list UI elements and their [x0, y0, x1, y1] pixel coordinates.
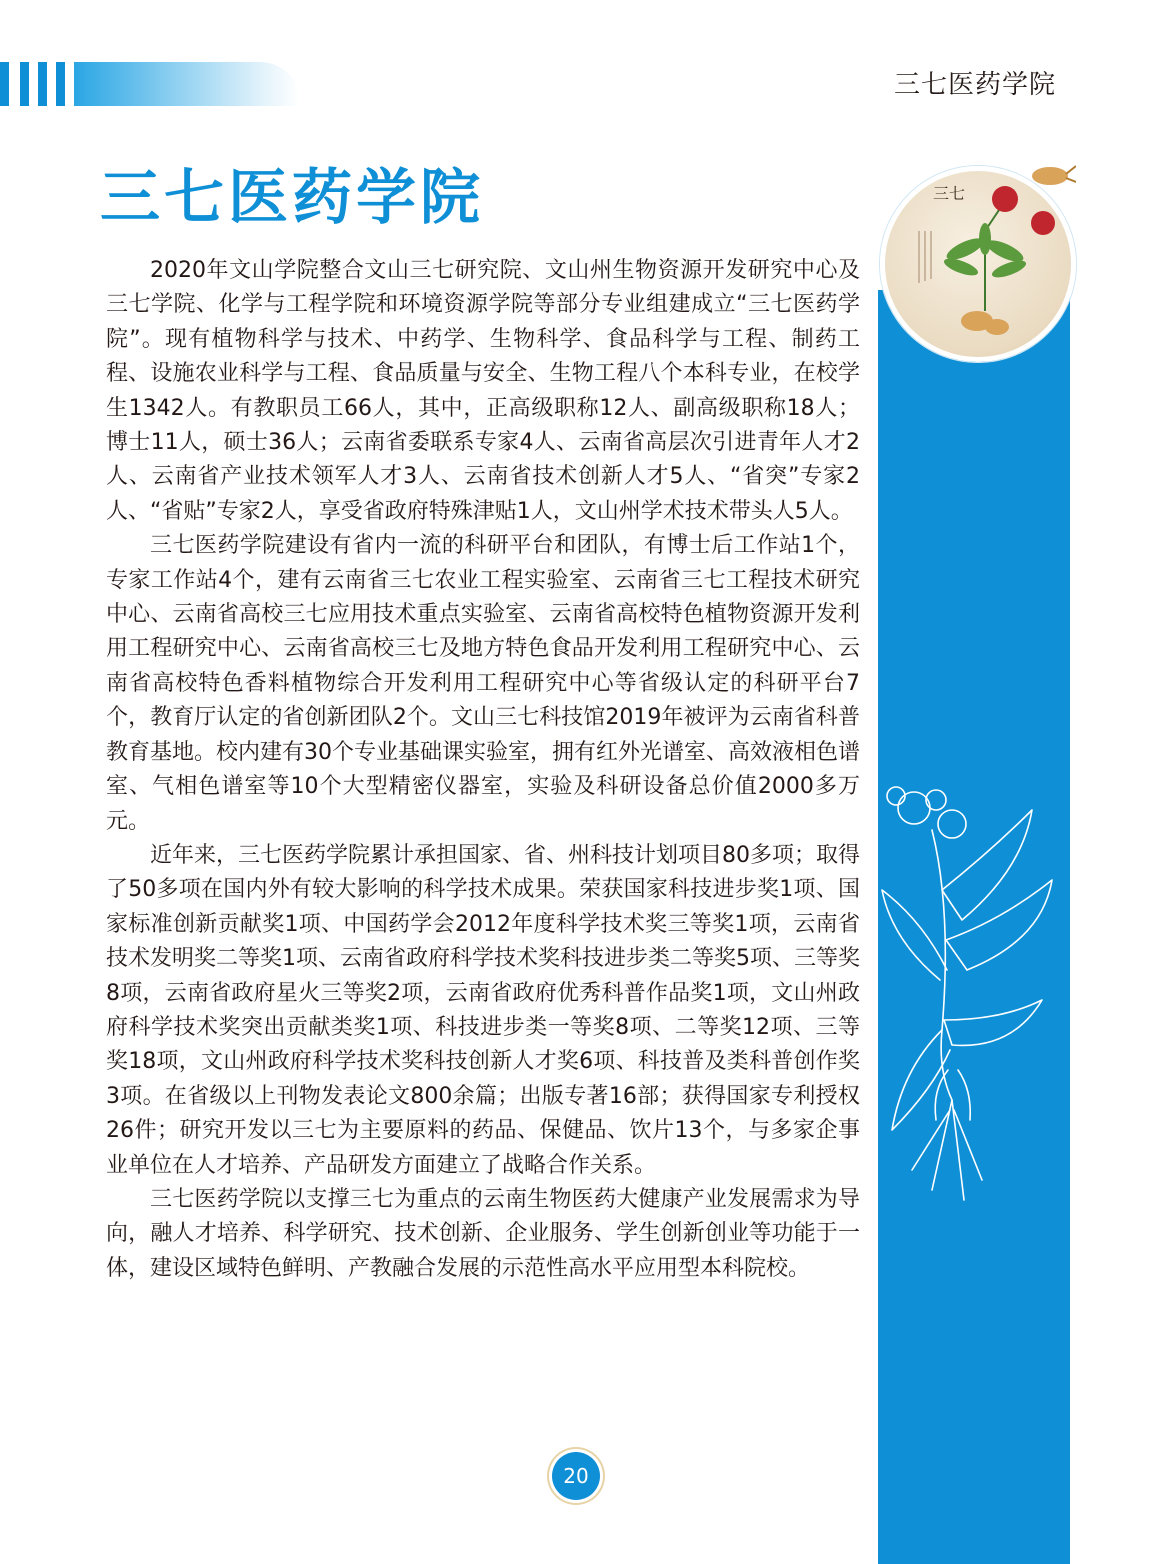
circle-label: 三七 [933, 184, 966, 203]
header-stripe [56, 62, 65, 106]
root-icon [1026, 160, 1076, 190]
header-stripe [20, 62, 29, 106]
line-art-plant-icon [872, 770, 1068, 1210]
body-paragraph: 2020年文山学院整合文山三七研究院、文山州生物资源开发研究中心及三七学院、化学与工程学院和环境资源学院等部分专业组建成立“三七医药学院”。现有植物科学与技术、中药学、生物科学、食品科学与工程、制药工程、设施农业科学与工程、食品质量与安全、生物工程八个本科专业，在校学生1342人。有教职员工66人，其中，正高级职称12人、副高级职称18人；博士11人，硕士36人；云南省委联系专家4人、云南省高层次引进青年人才2人、云南省产业技术领军人才3人、云南省技术创新人才5人、“省突”专家2人、“省贴”专家2人，享受省政府特殊津贴1人，文山州学术技术带头人5人。 [106, 258, 860, 524]
header-stripe [0, 62, 9, 106]
page-title: 三七医药学院 [100, 163, 484, 233]
running-header: 三七医药学院 [893, 70, 1056, 100]
header-stripe-band [0, 62, 300, 106]
body-paragraph: 近年来，三七医药学院累计承担国家、省、州科技计划项目80多项；取得了50多项在国内外有较大影响的科学技术成果。荣获国家科技进步奖1项、国家标准创新贡献奖1项、中国药学会2012年度科学技术奖三等奖1项，云南省技术发明奖二等奖1项、云南省政府科学技术奖科技进步类二等奖5项、三等奖8项，云南省政府星火三等奖2项，云南省政府优秀科普作品奖1项，文山州政府科学技术奖突出贡献类奖1项、科技进步类一等奖8项、二等奖12项、三等奖18项，文山州政府科学技术奖科技创新人才奖6项、科技普及类科普创作奖3项。在省级以上刊物发表论文800余篇；出版专著16部；获得国家专利授权26件；研究开发以三七为主要原料的药品、保健品、饮片13个，与多家企事业单位在人才培养、产品研发方面建立了战略合作关系。 [106, 842, 860, 1178]
header-stripe [38, 62, 47, 106]
body-paragraph: 三七医药学院建设有省内一流的科研平台和团队，有博士后工作站1个，专家工作站4个，建有云南省三七农业工程实验室、云南省三七工程技术研究中心、云南省高校三七应用技术重点实验室、云南省高校特色植物资源开发利用工程研究中心、云南省高校三七及地方特色食品开发利用工程研究中心、云南省高校特色香料植物综合开发利用工程研究中心等省级认定的科研平台7个，教育厅认定的省创新团队2个。文山三七科技馆2019年被评为云南省科普教育基地。校内建有30个专业基础课实验室，拥有红外光谱室、高效液相色谱室、气相色谱室等10个大型精密仪器室，实验及科研设备总价值2000多万元。 [106, 533, 860, 834]
sanqi-plant-illustration [880, 166, 1076, 362]
body-paragraph: 三七医药学院以支撑三七为重点的云南生物医药大健康产业发展需求为导向，融人才培养、科学研究、技术创新、企业服务、学生创新创业等功能于一体，建设区域特色鲜明、产教融合发展的示范性高水平应用型本科院校。 [106, 1186, 860, 1281]
header-gradient-bar [74, 62, 300, 106]
body-text [106, 254, 860, 1286]
page-number: 20 [552, 1452, 600, 1500]
